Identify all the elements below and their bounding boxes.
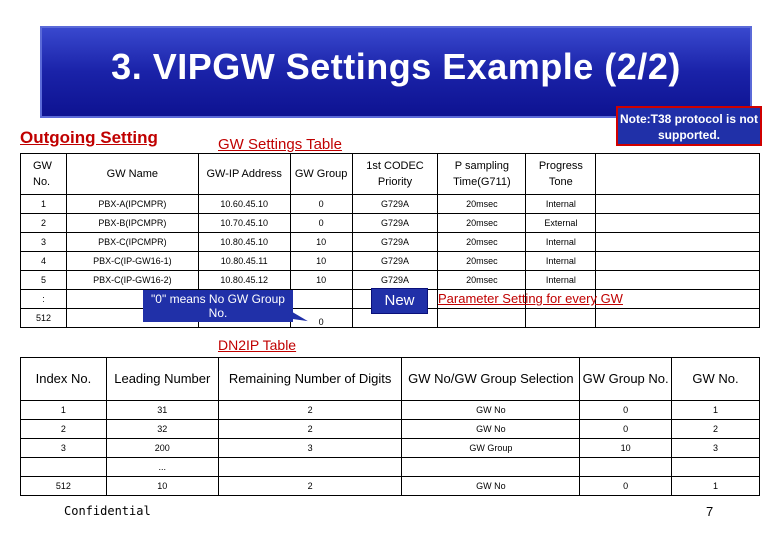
table-row-ellipsis — [21, 458, 760, 477]
confidential-label: Confidential — [64, 504, 151, 518]
cell: 0 — [580, 477, 672, 496]
cell: PBX-C(IP-GW16-2) — [66, 271, 198, 290]
cell: 0 — [580, 401, 672, 420]
empty-cell — [596, 271, 760, 290]
empty-cell — [596, 154, 760, 195]
cell: 3 — [672, 439, 760, 458]
cell: G729A — [352, 233, 438, 252]
cell: PBX-C(IP-GW16-1) — [66, 252, 198, 271]
cell: 10.60.45.10 — [198, 195, 290, 214]
cell: 2 — [672, 420, 760, 439]
cell: 20msec — [438, 195, 526, 214]
table-row — [21, 214, 760, 233]
cell: ... — [106, 458, 218, 477]
dn2ip-table — [20, 357, 760, 496]
header-gw-name: GW Name — [66, 154, 198, 195]
cell: 10 — [106, 477, 218, 496]
empty-cell — [596, 214, 760, 233]
cell: 0 — [290, 214, 352, 233]
table-row — [21, 439, 760, 458]
header-remaining-digits: Remaining Number of Digits — [218, 358, 402, 401]
cell: 10.80.45.11 — [198, 252, 290, 271]
empty-cell — [672, 458, 760, 477]
cell: 10 — [290, 233, 352, 252]
cell: PBX-C(IPCMPR) — [66, 233, 198, 252]
header-leading-number: Leading Number — [106, 358, 218, 401]
cell: 3 — [21, 439, 107, 458]
cell: 10 — [580, 439, 672, 458]
empty-cell — [402, 458, 580, 477]
cell: 10.70.45.10 — [198, 214, 290, 233]
parameter-note: Parameter Setting for every GW — [438, 291, 623, 306]
table-header-row — [21, 358, 760, 401]
cell: 1 — [672, 401, 760, 420]
header-gw-group-no: GW Group No. — [580, 358, 672, 401]
empty-cell — [596, 309, 760, 328]
cell: 31 — [106, 401, 218, 420]
cell: Internal — [526, 233, 596, 252]
empty-cell — [596, 195, 760, 214]
cell: 1 — [21, 195, 67, 214]
cell: 1 — [672, 477, 760, 496]
header-gw-selection: GW No/GW Group Selection — [402, 358, 580, 401]
header-progress-tone: Progress Tone — [526, 154, 596, 195]
cell: 512 — [21, 477, 107, 496]
table-row — [21, 252, 760, 271]
cell: GW Group — [402, 439, 580, 458]
cell: G729A — [352, 195, 438, 214]
cell: PBX-B(IPCMPR) — [66, 214, 198, 233]
header-gw-group: GW Group — [290, 154, 352, 195]
cell: 20msec — [438, 271, 526, 290]
gw-group-callout: "0" means No GW Group No. — [143, 290, 293, 322]
empty-cell — [438, 309, 526, 328]
table-row — [21, 401, 760, 420]
cell: 200 — [106, 439, 218, 458]
cell: 3 — [21, 233, 67, 252]
cell: 0 — [290, 195, 352, 214]
empty-cell — [218, 458, 402, 477]
empty-cell — [21, 458, 107, 477]
t38-note: Note:T38 protocol is not supported. — [616, 106, 762, 146]
slide-title: 3. VIPGW Settings Example (2/2) — [111, 46, 681, 87]
header-gw-ip: GW-IP Address — [198, 154, 290, 195]
cell: 10.80.45.12 — [198, 271, 290, 290]
cell: 2 — [218, 477, 402, 496]
cell: Internal — [526, 252, 596, 271]
cell: Internal — [526, 271, 596, 290]
cell: 2 — [21, 214, 67, 233]
cell: : — [21, 290, 67, 309]
cell: 32 — [106, 420, 218, 439]
header-index-no: Index No. — [21, 358, 107, 401]
cell: GW No — [402, 420, 580, 439]
cell: 10 — [290, 271, 352, 290]
empty-cell — [580, 458, 672, 477]
cell: 10 — [290, 252, 352, 271]
header-gw-no: GW No. — [21, 154, 67, 195]
cell: 20msec — [438, 252, 526, 271]
cell: G729A — [352, 271, 438, 290]
table-header-row — [21, 154, 760, 195]
empty-cell — [290, 290, 352, 309]
header-codec: 1st CODEC Priority — [352, 154, 438, 195]
cell: 512 — [21, 309, 67, 328]
table-row — [21, 233, 760, 252]
cell: 3 — [218, 439, 402, 458]
cell: 2 — [21, 420, 107, 439]
table-row — [21, 420, 760, 439]
outgoing-setting-heading: Outgoing Setting — [20, 128, 158, 147]
cell: 20msec — [438, 233, 526, 252]
empty-cell — [526, 309, 596, 328]
cell: 0 — [580, 420, 672, 439]
header-p-sampling: P sampling Time(G711) — [438, 154, 526, 195]
gw-settings-table-title: GW Settings Table — [218, 136, 342, 153]
cell: 5 — [21, 271, 67, 290]
cell: 2 — [218, 420, 402, 439]
empty-cell — [596, 252, 760, 271]
cell: 0 — [290, 309, 352, 328]
page-number: 7 — [706, 504, 714, 519]
cell: PBX-A(IPCMPR) — [66, 195, 198, 214]
cell: 10.80.45.10 — [198, 233, 290, 252]
cell: 1 — [21, 401, 107, 420]
empty-cell — [596, 233, 760, 252]
cell: 2 — [218, 401, 402, 420]
cell: G729A — [352, 252, 438, 271]
table-row — [21, 195, 760, 214]
dn2ip-table-title: DN2IP Table — [218, 337, 297, 353]
new-badge: New — [371, 288, 428, 314]
table-row — [21, 271, 760, 290]
cell: Internal — [526, 195, 596, 214]
cell: 20msec — [438, 214, 526, 233]
cell: G729A — [352, 214, 438, 233]
header-gw-no: GW No. — [672, 358, 760, 401]
cell: GW No — [402, 477, 580, 496]
cell: External — [526, 214, 596, 233]
table-row-last — [21, 477, 760, 496]
cell: GW No — [402, 401, 580, 420]
cell: 4 — [21, 252, 67, 271]
